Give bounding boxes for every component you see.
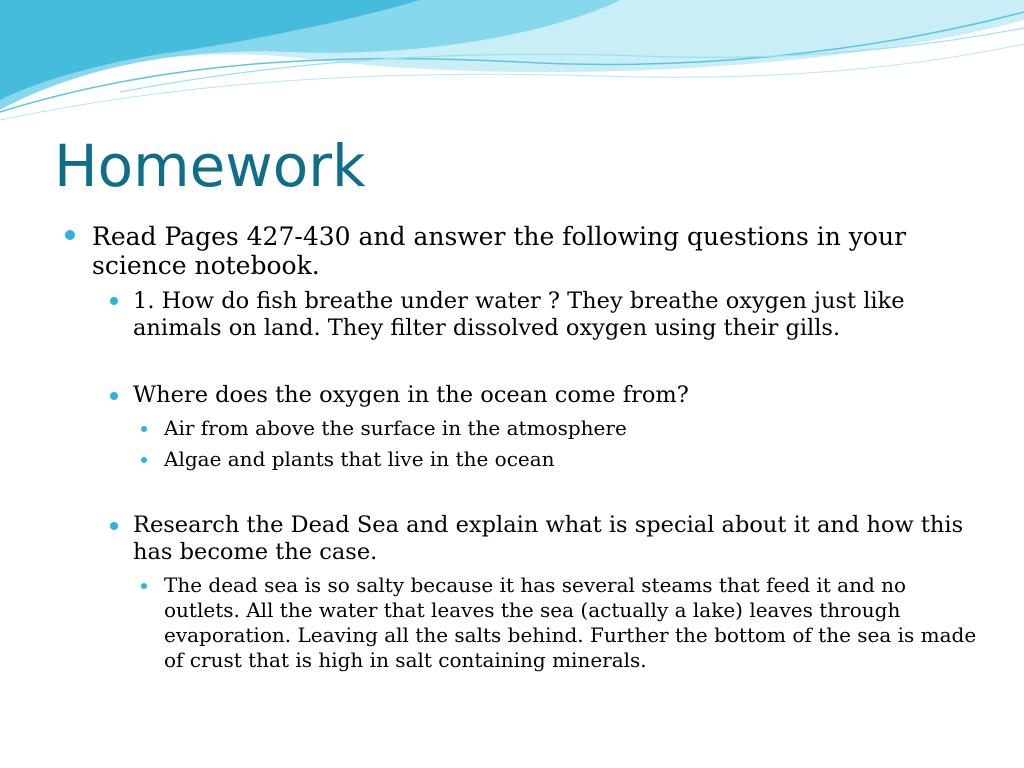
bullet-2-icon — [110, 297, 118, 305]
bullet-4-icon — [141, 426, 147, 432]
bullet-5-icon — [141, 457, 147, 463]
bullet-fish-breathe: 1. How do fish breathe under water ? They breathe oxygen just like animals on land. They filter dissolved oxygen using their gills. — [133, 288, 905, 341]
bullet-algae-plants: Algae and plants that live in the ocean — [164, 447, 555, 471]
header-wave-decoration — [0, 0, 1024, 125]
bullet-7-icon — [141, 583, 147, 589]
bullet-dead-sea-research: Research the Dead Sea and explain what is special about it and how this has become the case. — [133, 512, 964, 565]
bullet-1-icon — [65, 230, 75, 240]
bullet-ocean-oxygen-question: Where does the oxygen in the ocean come from? — [133, 382, 689, 408]
bullet-air-atmosphere: Air from above the surface in the atmosphere — [164, 416, 627, 440]
bullet-read-pages: Read Pages 427-430 and answer the following questions in your science notebook. — [92, 222, 907, 280]
bullet-3-icon — [110, 392, 118, 400]
bullet-dead-sea-answer: The dead sea is so salty because it has several steams that feed it and no outlets. All the water that leaves the sea (actually a lake) leaves through evaporation. Leaving all the salts behind. Further the bottom of the sea is made of crust that is high in salt containing minerals. — [164, 573, 977, 672]
bullet-6-icon — [110, 522, 118, 530]
slide-title: Homework — [54, 132, 366, 200]
